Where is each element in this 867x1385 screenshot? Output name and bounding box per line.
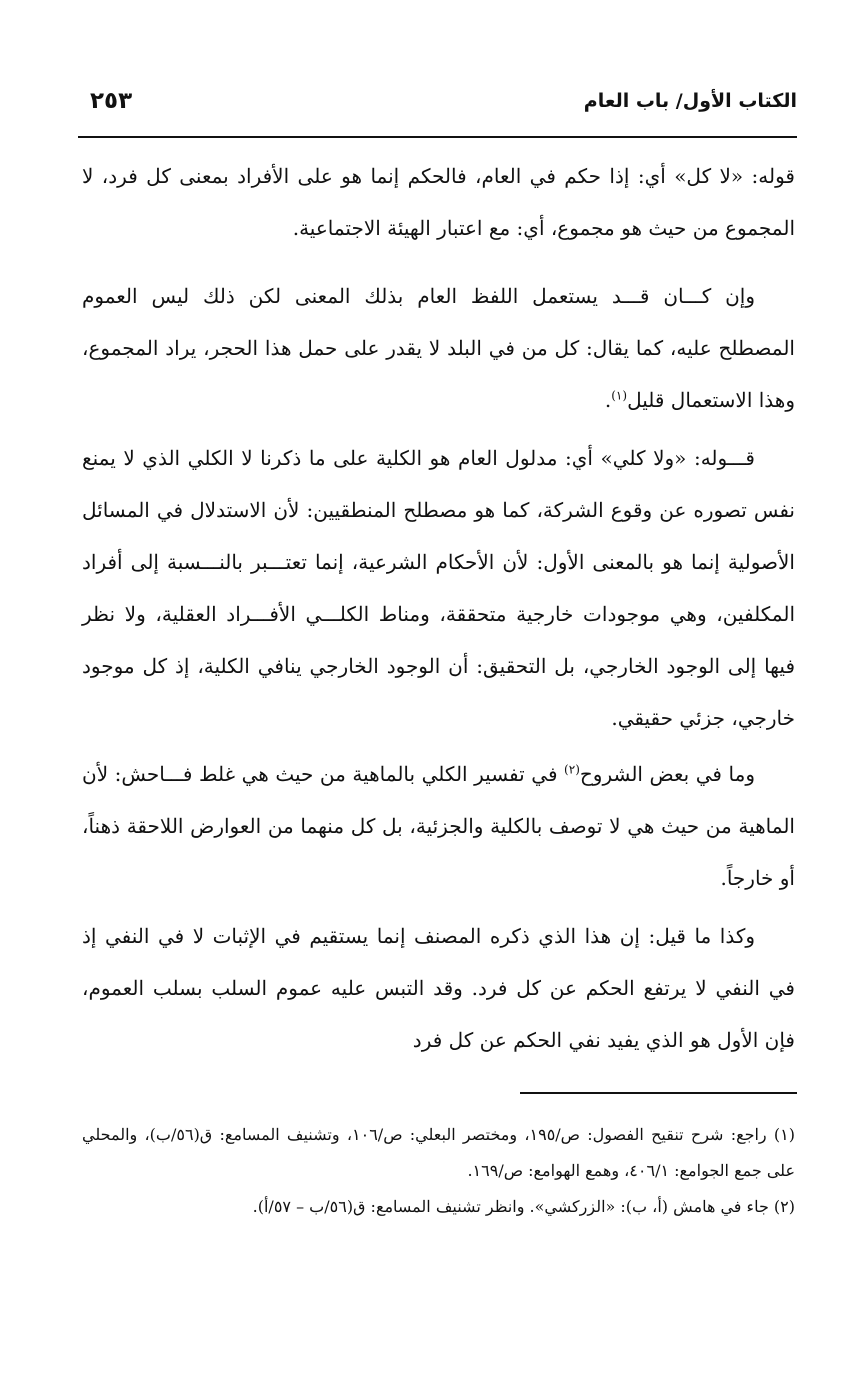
footnote-divider <box>520 1092 797 1094</box>
running-header <box>80 88 797 124</box>
page-number: ٢٥٣ <box>90 88 133 114</box>
footnote-1: (١) راجع: شرح تنقيح الفصول: ص/١٩٥، ومختصر البعلي: ص/١٠٦، وتشنيف المسامع: ق(٥٦/ب)، والمحلي على جمع الجوامع: ٤٠٦/١، وهمع الهوامع: ص/١٦٩. <box>82 1125 795 1180</box>
paragraph-1: قوله: «لا كل» أي: إذا حكم في العام، فالحكم إنما هو على الأفراد بمعنى كل فرد، لا المجموع من حيث هو مجموع، أي: مع اعتبار الهيئة الاجتماعية. <box>82 164 795 240</box>
footnote-ref-2: (٢) <box>564 762 580 777</box>
footnotes <box>82 1117 795 1225</box>
paragraph-4-text: وما في بعض الشروح <box>579 762 755 786</box>
footnote-2: (٢) جاء في هامش (أ، ب): «الزركشي». وانظر تشنيف المسامع: ق(٥٦/ب – ٥٧/أ). <box>252 1197 795 1216</box>
header-title: الكتاب الأول/ باب العام <box>583 90 797 112</box>
paragraph-3: قـــوله: «ولا كلي» أي: مدلول العام هو الكلية على ما ذكرنا لا الكلي الذي لا يمنع نفس تصوره عن وقوع الشركة، كما هو مصطلح المنطقيين: لأن الاستدلال في المسائل الأصولية إنما هو بالمعنى الأول: لأن الأحكام الشرعية، إنما تعتـــبر بالنـــسبة إلى أفراد المكلفين، وهي موجودات خارجية متحققة، ومناط الكلـــي الأفـــراد العقلية، ولا نظر فيها إلى الوجود الخارجي، بل التحقيق: أن الوجود الخارجي ينافي الكلية، إذ كل موجود خارجي، جزئي حقيقي. <box>82 446 795 730</box>
paragraph-5: وكذا ما قيل: إن هذا الذي ذكره المصنف إنما يستقيم في الإثبات لا في النفي إذ في النفي لا يرتفع الحكم عن كل فرد. وقد التبس عليه عموم السلب بسلب العموم، فإن الأول هو الذي يفيد نفي الحكم عن كل فرد <box>82 924 795 1052</box>
paragraph-2-text: وإن كـــان قـــد يستعمل اللفظ العام بذلك المعنى لكن ذلك ليس العموم المصطلح عليه، كما يقال: كل من في البلد لا يقدر على حمل هذا الحجر، يراد المجموع، وهذا الاستعمال قليل <box>82 284 795 412</box>
paragraph-2-end: . <box>604 388 612 412</box>
paragraph-2 <box>82 270 795 426</box>
footnote-ref-1: (١) <box>611 388 628 403</box>
paragraph-4-rest: في تفسير الكلي بالماهية من حيث هي غلط فـــاحش: لأن الماهية من حيث هي لا توصف بالكلية والجزئية، بل كل منهما من العوارض اللاحقة ذهناً، أو خارجاً. <box>82 762 795 890</box>
header-divider <box>78 136 797 138</box>
paragraph-4 <box>82 748 795 904</box>
